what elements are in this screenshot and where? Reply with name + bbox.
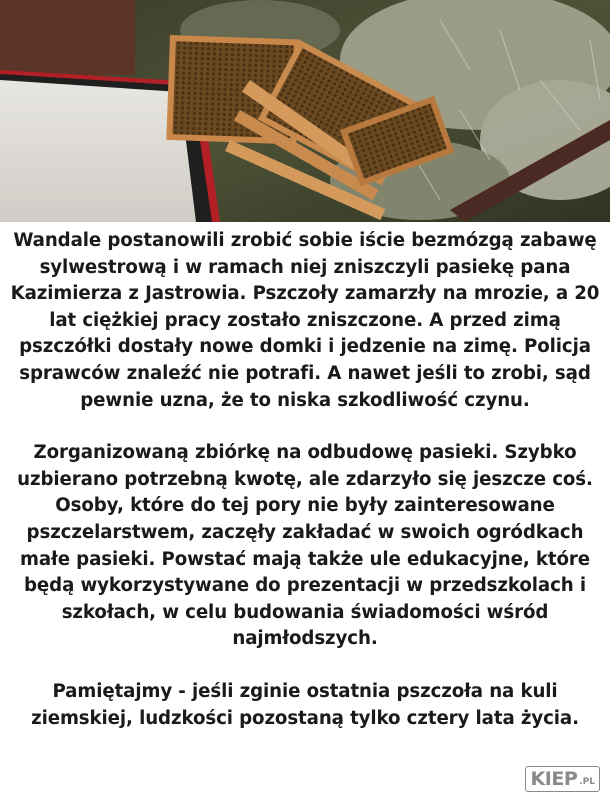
- watermark-tld: .PL: [579, 777, 595, 787]
- paragraph-fundraiser: Zorganizowaną zbiórkę na odbudowę pasieki. Szybko uzbierano potrzebną kwotę, ale zdarzyło się jeszcze coś. Osoby, które do tej pory nie były zainteresowane pszczelarstwem, zaczęły zakładać w swoich ogródkach małe pasieki. Powstać mają także ule edukacyjne, które będą wykorzystywane do prezentacji w przedszkolach i szkołach, w celu budowania świadomości wśród najmłodszych.: [17, 442, 593, 650]
- watermark-main: KIEP: [530, 768, 578, 790]
- article-text: [0, 222, 610, 800]
- header-photo-destroyed-beehives: [0, 0, 610, 222]
- hive-box-dark: [0, 0, 135, 75]
- photo-illustration: [0, 0, 610, 222]
- kiep-watermark-logo: [525, 766, 600, 792]
- paragraph-vandals: Wandale postanowili zrobić sobie iście bezmózgą zabawę sylwestrową i w ramach niej zniszczyli pasiekę pana Kazimierza z Jastrowia. Pszczoły zamarzły na mrozie, a 20 lat ciężkiej pracy zostało zniszczone. A przed zimą pszczółki dostały nowe domki i jedzenie na zimę. Policja sprawców znaleźć nie potrafi. A nawet jeśli to zrobi, sąd pewnie uzna, że to niska szkodliwość czynu.: [10, 230, 600, 411]
- paragraph-last-bee: Pamiętajmy - jeśli zginie ostatnia pszczoła na kuli ziemskiej, ludzkości pozostaną tylko cztery lata życia.: [31, 680, 579, 729]
